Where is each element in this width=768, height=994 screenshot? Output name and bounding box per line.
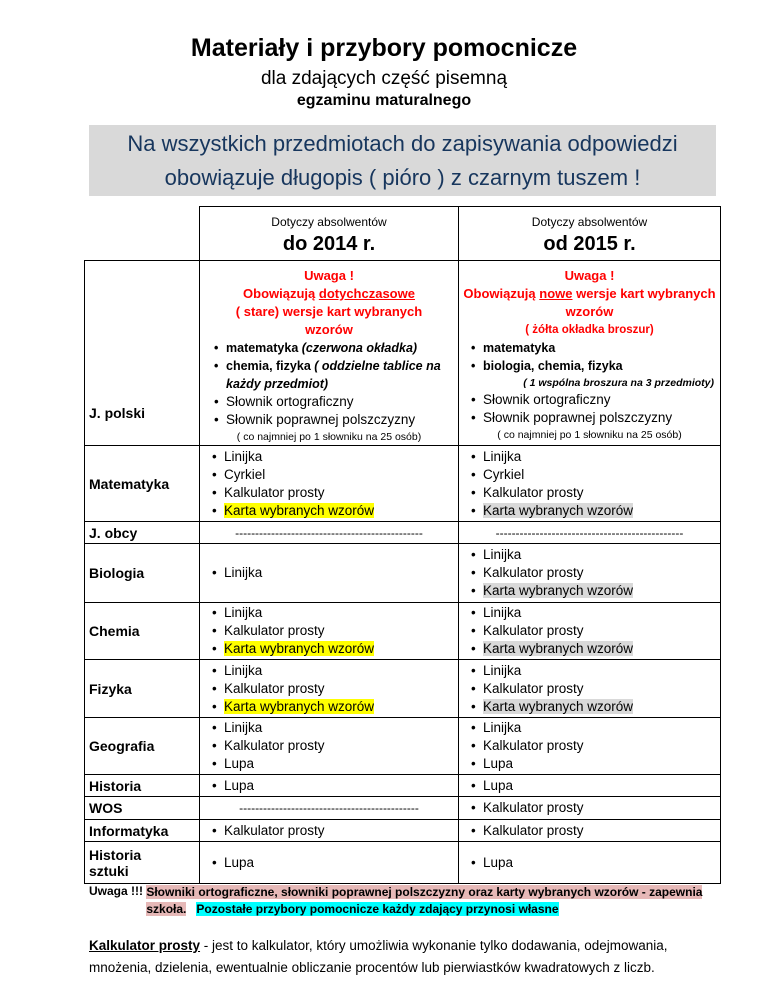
list-item: • Kalkulator prosty bbox=[224, 737, 458, 755]
subject-label: J. polski bbox=[85, 261, 200, 446]
calculator-definition bbox=[89, 935, 729, 979]
list-item: • Linijka bbox=[224, 662, 458, 680]
list-item: • Karta wybranych wzorów bbox=[483, 502, 720, 520]
list-item: • Kalkulator prosty bbox=[483, 737, 720, 755]
table-row-biologia bbox=[85, 544, 721, 603]
pen-notice-line2: obowiązuje długopis ( pióro ) z czarnym tuszem ! bbox=[164, 165, 641, 190]
list-item: • Lupa bbox=[224, 755, 458, 773]
materials-table bbox=[84, 206, 721, 884]
list-item: • Karta wybranych wzorów bbox=[224, 502, 458, 520]
cell-obcy-2014: ----------------------------------------------- bbox=[200, 522, 459, 544]
cell-chemia-2014 bbox=[200, 603, 459, 660]
list-item: • Linijka bbox=[224, 604, 458, 622]
list-item: • Karta wybranych wzorów bbox=[224, 640, 458, 658]
list-item: • Słownik ortograficzny bbox=[226, 393, 458, 411]
footer-students-bring: Pozostałe przybory pomocnicze każdy zdający przynosi własne bbox=[196, 902, 559, 916]
column-header-2015: Dotyczy absolwentów od 2015 r. bbox=[459, 207, 721, 261]
list-item: • Słownik poprawnej polszczyzny bbox=[483, 409, 720, 427]
footer-note bbox=[89, 884, 709, 918]
cell-wos-2015 bbox=[459, 797, 721, 820]
table-row-wos bbox=[85, 797, 721, 820]
table-row-informatyka bbox=[85, 820, 721, 842]
list-item: • Kalkulator prosty bbox=[483, 622, 720, 640]
list-item: • Linijka bbox=[483, 604, 720, 622]
list-item: • Słownik ortograficzny bbox=[483, 391, 720, 409]
list-item: • Kalkulator prosty bbox=[224, 484, 458, 502]
list-item: • Słownik poprawnej polszczyzny bbox=[226, 411, 458, 429]
table-header-row bbox=[85, 207, 721, 261]
list-item: • Karta wybranych wzorów bbox=[483, 698, 720, 716]
list-item: • Lupa bbox=[224, 777, 458, 795]
table-row-fizyka bbox=[85, 660, 721, 718]
page-subtitle: dla zdających część pisemną bbox=[260, 68, 508, 89]
subject-label: Historia bbox=[85, 775, 200, 797]
table-row-historia-sztuki bbox=[85, 842, 721, 884]
subject-label: Matematyka bbox=[85, 446, 200, 522]
cell-matematyka-2015 bbox=[459, 446, 721, 522]
pen-notice bbox=[89, 125, 716, 196]
cell-wos-2014: --------------------------------------------- bbox=[200, 797, 459, 820]
pen-notice-line1: Na wszystkich przedmiotach do zapisywania odpowiedzi bbox=[127, 131, 678, 156]
footer-school-provides: Słowniki ortograficzne, słowniki poprawnej polszczyzny oraz karty wybranych wzorów - zapewnia szkoła. bbox=[146, 885, 703, 916]
calculator-def-text: - jest to kalkulator, który umożliwia wykonanie tylko dodawania, odejmowania, mnożenia, dzielenia, ewentualnie obliczanie procentów lub pierwiastków kwadratowych z liczb. bbox=[89, 938, 668, 975]
list-item: • Linijka bbox=[483, 448, 720, 466]
list-item: • Lupa bbox=[224, 854, 458, 872]
list-item: • Kalkulator prosty bbox=[483, 799, 720, 817]
cell-geografia-2014 bbox=[200, 718, 459, 775]
cell-historia-2015 bbox=[459, 775, 721, 797]
list-item: • Lupa bbox=[483, 854, 720, 872]
page-subtitle-2: egzaminu maturalnego bbox=[296, 92, 472, 109]
list-item: • matematyka (czerwona okładka) bbox=[226, 339, 458, 357]
list-item: • Karta wybranych wzorów bbox=[483, 582, 720, 600]
list-item: • Karta wybranych wzorów bbox=[224, 698, 458, 716]
subject-label: Informatyka bbox=[85, 820, 200, 842]
table-row-obcy bbox=[85, 522, 721, 544]
list-item: • Linijka bbox=[224, 448, 458, 466]
cell-informatyka-2014 bbox=[200, 820, 459, 842]
cell-obcy-2015: ----------------------------------------------- bbox=[459, 522, 721, 544]
cell-matematyka-2014 bbox=[200, 446, 459, 522]
table-row-historia bbox=[85, 775, 721, 797]
footer-uwaga: Uwaga !!! bbox=[89, 884, 147, 898]
cell-geografia-2015 bbox=[459, 718, 721, 775]
subject-label: Geografia bbox=[85, 718, 200, 775]
list-item: • Kalkulator prosty bbox=[483, 822, 720, 840]
subject-label: Chemia bbox=[85, 603, 200, 660]
list-item: • Kalkulator prosty bbox=[224, 822, 458, 840]
list-item: • Cyrkiel bbox=[224, 466, 458, 484]
list-item: • Kalkulator prosty bbox=[483, 484, 720, 502]
list-item: • Lupa bbox=[483, 777, 720, 795]
list-item: • Linijka bbox=[483, 719, 720, 737]
list-item: • Linijka bbox=[483, 662, 720, 680]
list-item: • Karta wybranych wzorów bbox=[483, 640, 720, 658]
table-row-chemia bbox=[85, 603, 721, 660]
list-item: • Kalkulator prosty bbox=[483, 564, 720, 582]
list-item: • Linijka bbox=[224, 564, 458, 582]
cell-fizyka-2015 bbox=[459, 660, 721, 718]
subject-label: Fizyka bbox=[85, 660, 200, 718]
list-item: • chemia, fizyka ( oddzielne tablice na każdy przedmiot) bbox=[226, 357, 458, 393]
list-item: • Kalkulator prosty bbox=[483, 680, 720, 698]
list-item: • matematyka bbox=[483, 339, 720, 357]
cell-chemia-2015 bbox=[459, 603, 721, 660]
subject-label: Historia sztuki bbox=[85, 842, 200, 884]
page-title: Materiały i przybory pomocnicze bbox=[190, 34, 578, 62]
cell-informatyka-2015 bbox=[459, 820, 721, 842]
list-item: • Cyrkiel bbox=[483, 466, 720, 484]
subject-label: J. obcy bbox=[85, 522, 200, 544]
cell-polski-2015: Uwaga ! Obowiązują nowe wersje kart wybranych wzorów ( żółta okładka broszur) • matematyka • biologia, chemia, fizyka ( 1 wspólna broszura na 3 przedmioty) • Słownik ortograficzny • Słownik poprawnej polszczyzny ( co najmniej po 1 słowniku na 25 osób) bbox=[459, 261, 721, 446]
table-row-matematyka bbox=[85, 446, 721, 522]
list-item: • Linijka bbox=[483, 546, 720, 564]
cell-sztuka-2014 bbox=[200, 842, 459, 884]
calculator-term: Kalkulator prosty bbox=[89, 938, 201, 953]
subject-label: WOS bbox=[85, 797, 200, 820]
table-row-geografia bbox=[85, 718, 721, 775]
list-item: • Kalkulator prosty bbox=[224, 680, 458, 698]
cell-biologia-2014 bbox=[200, 544, 459, 603]
table-row-polski bbox=[85, 261, 721, 446]
list-item: • Linijka bbox=[224, 719, 458, 737]
column-header-2014: Dotyczy absolwentów do 2014 r. bbox=[200, 207, 459, 261]
list-item: • Kalkulator prosty bbox=[224, 622, 458, 640]
cell-historia-2014 bbox=[200, 775, 459, 797]
subject-label: Biologia bbox=[85, 544, 200, 603]
cell-fizyka-2014 bbox=[200, 660, 459, 718]
list-item: • Lupa bbox=[483, 755, 720, 773]
cell-biologia-2015 bbox=[459, 544, 721, 603]
cell-sztuka-2015 bbox=[459, 842, 721, 884]
cell-polski-2014: Uwaga ! Obowiązują dotychczasowe ( stare) wersje kart wybranych wzorów • matematyka (czerwona okładka) • chemia, fizyka ( oddzielne tablice na każdy przedmiot) • Słownik ortograficzny • Słownik poprawnej polszczyzny ( co najmniej po 1 słowniku na 25 osób) bbox=[200, 261, 459, 446]
list-item: • biologia, chemia, fizyka bbox=[483, 357, 720, 375]
